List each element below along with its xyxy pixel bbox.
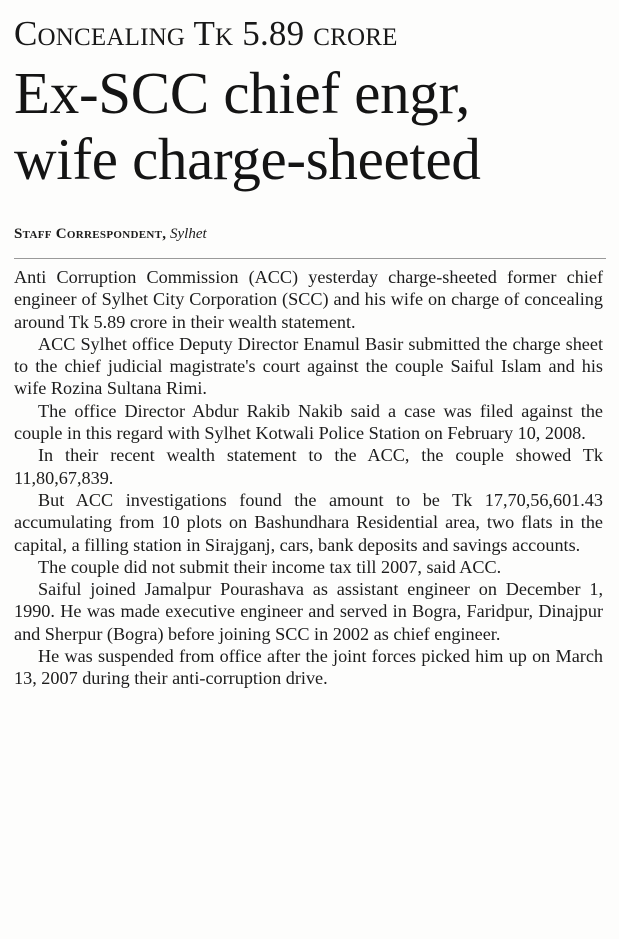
article-body	[14, 266, 603, 690]
headline-line-1: Ex-SCC chief engr,	[14, 60, 470, 126]
article-byline	[14, 224, 606, 259]
article-headline	[14, 60, 614, 192]
body-paragraph: The couple did not submit their income tax till 2007, said ACC.	[38, 556, 502, 577]
body-paragraph: ACC Sylhet office Deputy Director Enamul Basir submitted the charge sheet to the chief judicial magistrate's court against the couple Saiful Islam and his wife Rozina Sultana Rimi.	[14, 333, 603, 399]
body-paragraph: He was suspended from office after the joint forces picked him up on March 13, 2007 during their anti-corruption drive.	[14, 646, 603, 689]
byline-place: Sylhet	[170, 226, 207, 242]
byline-role: Staff Correspondent,	[14, 226, 167, 242]
headline-line-2: wife charge-sheeted	[14, 126, 481, 192]
article-kicker: Concealing Tk 5.89 crore	[14, 14, 398, 53]
body-paragraph: Saiful joined Jamalpur Pourashava as assistant engineer on December 1, 1990. He was made executive engineer and served in Bogra, Faridpur, Dinajpur and Sherpur (Bogra) before joining SCC in 2002 as chief engineer.	[14, 579, 603, 644]
body-paragraph: Anti Corruption Commission (ACC) yesterday charge-sheeted former chief engineer of Sylhet City Corporation (SCC) and his wife on charge of concealing around Tk 5.89 crore in their wealth statement.	[14, 267, 603, 332]
body-paragraph: In their recent wealth statement to the ACC, the couple showed Tk 11,80,67,839.	[14, 445, 603, 488]
body-paragraph: The office Director Abdur Rakib Nakib said a case was filed against the couple in this regard with Sylhet Kotwali Police Station on February 10, 2008.	[14, 400, 603, 444]
body-paragraph: But ACC investigations found the amount to be Tk 17,70,56,601.43 accumulating from 10 plots on Bashundhara Residential area, two flats in the capital, a filling station in Sirajganj, cars, bank deposits and savings accounts.	[14, 489, 603, 555]
